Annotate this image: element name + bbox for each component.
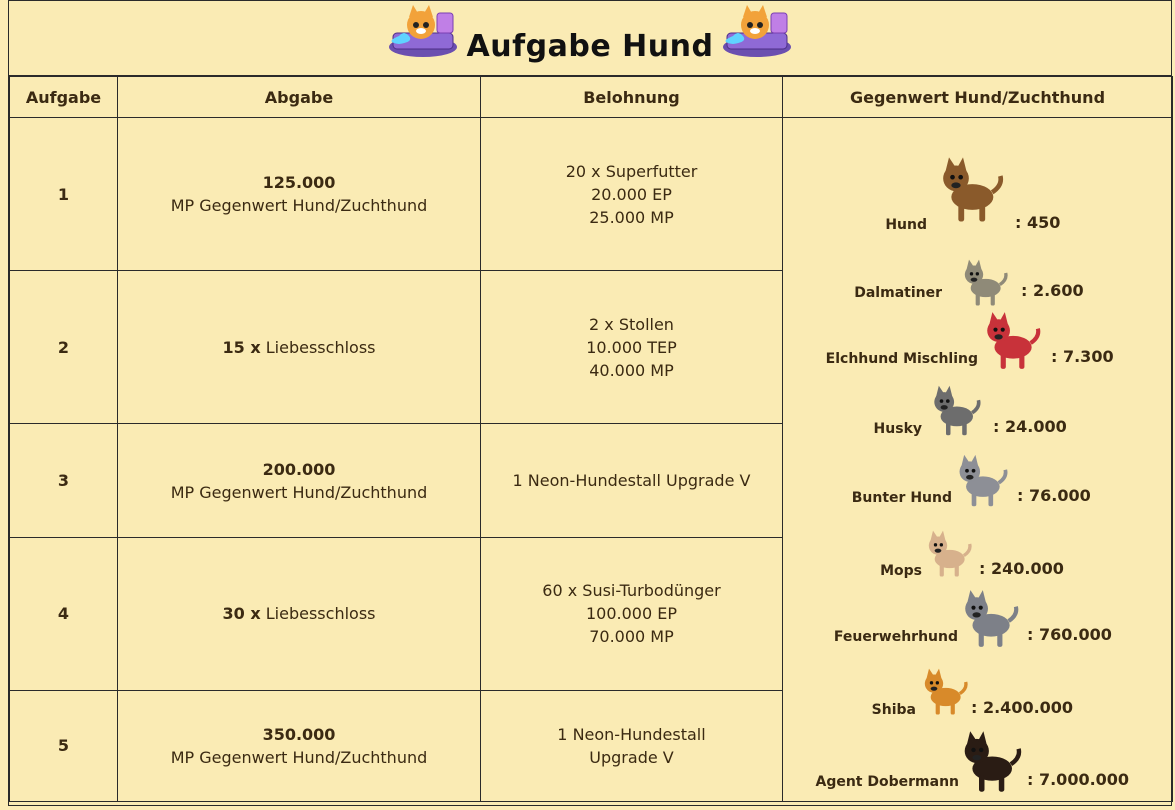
table-row	[10, 118, 1173, 271]
abgabe-amount: 200.000	[262, 459, 336, 479]
quest-belohnung	[481, 271, 783, 424]
dog-value: : 2.600	[1021, 281, 1084, 300]
dog-name: Shiba	[871, 702, 916, 718]
header-aufgabe: Aufgabe	[10, 77, 118, 118]
abgabe-text: MP Gegenwert Hund/Zuchthund	[170, 196, 428, 216]
dobermann-icon	[957, 727, 1023, 797]
dog-list	[783, 118, 1172, 801]
abgabe-text: Liebesschloss	[265, 337, 376, 357]
shiba-icon	[919, 659, 969, 725]
reward-line: 20 x Superfutter	[565, 161, 698, 181]
dog-row	[783, 441, 1172, 511]
pug-icon	[923, 522, 973, 586]
quest-belohnung	[481, 537, 783, 690]
reward-line: 10.000 TEP	[586, 337, 677, 357]
dog-value: : 24.000	[993, 417, 1067, 436]
dog-name: Dalmatiner	[854, 285, 942, 301]
dog-name: Hund	[885, 217, 927, 233]
quest-belohnung	[481, 118, 783, 271]
dog-row	[783, 300, 1172, 370]
dog-value-list	[783, 118, 1173, 802]
reward-line: Upgrade V	[589, 747, 674, 767]
quest-belohnung	[481, 424, 783, 537]
dog-row	[783, 128, 1172, 233]
dog-name: Feuerwehrhund	[833, 629, 958, 645]
quest-number: 1	[10, 118, 118, 271]
quest-number: 3	[10, 424, 118, 537]
reward-line: 1 Neon-Hundestall Upgrade V	[512, 471, 751, 491]
abgabe-text: MP Gegenwert Hund/Zuchthund	[170, 747, 428, 767]
dog-value: : 76.000	[1017, 486, 1091, 505]
quest-abgabe	[118, 118, 481, 271]
dog-value: : 760.000	[1027, 625, 1112, 644]
reward-line: 60 x Susi-Turbodünger	[542, 581, 721, 601]
dog-value: : 450	[1015, 213, 1061, 232]
dog-value: : 2.400.000	[971, 698, 1074, 717]
dog-name: Elchhund Mischling	[825, 351, 978, 367]
reward-line: 70.000 MP	[589, 627, 674, 647]
firefighter-dog-icon	[958, 586, 1020, 652]
header-belohnung: Belohnung	[481, 77, 783, 118]
abgabe-text: MP Gegenwert Hund/Zuchthund	[170, 482, 428, 502]
shepherd-dog-icon	[935, 140, 1005, 240]
quest-abgabe	[118, 537, 481, 690]
quest-number: 2	[10, 271, 118, 424]
header-gegenwert: Gegenwert Hund/Zuchthund	[783, 77, 1173, 118]
dog-row	[783, 238, 1172, 308]
dog-value: : 7.300	[1051, 347, 1114, 366]
dog-row	[783, 370, 1172, 440]
quest-number: 4	[10, 537, 118, 690]
abgabe-amount: 350.000	[262, 724, 336, 744]
dog-row	[783, 721, 1172, 791]
quest-table	[9, 76, 1173, 802]
husky-icon	[928, 378, 982, 444]
quest-abgabe	[118, 424, 481, 537]
dog-row	[783, 512, 1172, 582]
header-row	[10, 77, 1173, 118]
quest-belohnung	[481, 690, 783, 801]
title-bar	[9, 1, 1171, 76]
quest-abgabe	[118, 271, 481, 424]
header-abgabe: Abgabe	[118, 77, 481, 118]
reward-line: 100.000 EP	[585, 604, 677, 624]
abgabe-amount: 15 x	[222, 337, 261, 357]
quest-abgabe	[118, 690, 481, 801]
kitten-chest-icon	[719, 3, 795, 59]
dog-name: Agent Dobermann	[815, 774, 959, 790]
page-title: Aufgabe Hund	[466, 29, 714, 64]
dog-name: Mops	[880, 563, 922, 579]
reward-line: 20.000 EP	[591, 184, 672, 204]
abgabe-text: Liebesschloss	[265, 604, 376, 624]
reward-line: 1 Neon-Hundestall	[557, 724, 706, 744]
quest-panel	[8, 0, 1172, 806]
dog-value: : 240.000	[979, 559, 1064, 578]
red-spotted-dog-icon	[980, 308, 1042, 374]
dog-row	[783, 651, 1172, 721]
abgabe-amount: 30 x	[222, 604, 261, 624]
dog-row	[783, 580, 1172, 650]
dog-name: Husky	[873, 421, 922, 437]
party-hat-dog-icon	[953, 449, 1009, 513]
reward-line: 25.000 MP	[589, 207, 674, 227]
reward-line: 40.000 MP	[589, 360, 674, 380]
quest-number: 5	[10, 690, 118, 801]
abgabe-amount: 125.000	[262, 173, 336, 193]
reward-line: 2 x Stollen	[589, 314, 674, 334]
dog-value: : 7.000.000	[1027, 770, 1130, 789]
dog-name: Bunter Hund	[851, 490, 952, 506]
